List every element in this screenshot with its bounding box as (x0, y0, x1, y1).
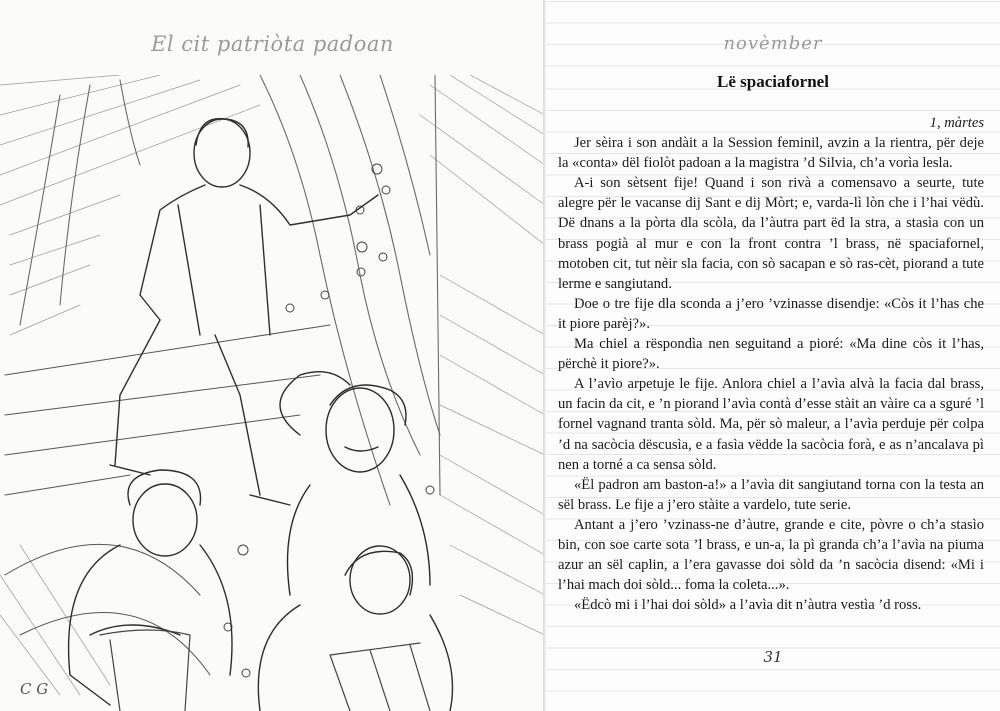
chapter-title: Lë spaciafornel (717, 72, 829, 91)
curtain-folds (20, 75, 440, 505)
pencil-sketch-illustration (0, 75, 545, 711)
paragraph: «Ëdcò mi i l’hai doi sòld» a l’avìa dit n’àutra vestìa ’d ross. (574, 597, 922, 614)
page-number: 31 (763, 648, 783, 666)
paragraph: A-i son sètsent fije! Quand i son rivà a comensavo a seurte, tute alegre për le vacanse dij Sant e dij Mòrt; e, varda-lì lòn che i l’hai vëdù. Dë dnans a la pòrta dla scòla, da l’àutra part ëd la stra, a stasìa con un brass pogià al mur e con la front contra ’l brass, në spaciafornel, motoben cit, tut nèir sla facia, con sò sacapan e sò ras-cèt, piorand a tute lerme e sangiutand. (558, 175, 984, 292)
boy-figure (110, 119, 378, 505)
paragraph: Antant a j’ero ’vzinass-ne d’àutre, grande e cite, pòvre o ch’a stasìo bin, con soe carte sota ’l brass, e un-a, la pì granda ch’a l’avìa na piuma azur an sël caplin, a l’era gavasse doi sòld da ’n sacòcia disend: «Mi i l’hai mach doi sòld... foma la coleta...». (558, 516, 984, 594)
kneeling-man-figure (69, 470, 232, 705)
paragraph: Jer sèira i son andàit a la Session feminil, avzin a la rientra, për deje la «conta» dël fiolòt padoan a la magistra ’d Silvia, ch’a vorìa lesla. (558, 135, 984, 172)
running-header-left: El cit patriòta padoan (151, 32, 394, 56)
stage-steps (5, 325, 330, 675)
artist-signature: C G (20, 680, 49, 698)
right-page (546, 0, 1000, 711)
floating-coins (224, 164, 434, 677)
chair (100, 630, 430, 711)
paragraph: Doe o tre fije dla sconda a j’ero ’vzinasse disendje: «Còs it l’has che it piore parèj?». (558, 295, 984, 332)
paragraph: Ma chiel a rëspondìa nen seguitand a pioré: «Ma dine còs it l’has, përchè it piore?». (558, 336, 984, 373)
background-hatching (0, 75, 545, 695)
paragraph: A l’avìo arpetuje le fije. Anlora chiel a l’avìa alvà la facia dal brass, un facin da cit, e ’n piorand l’avìa contà d’esse stàit an vàire ca a sguré ’l fornel vagnand tranta sòld. Ma, për sò maleur, a l’avìa perduje për colpa ’d na sacòcia dëscusìa, e a fasìa vëdde la sacòcia forà, e as n’ancalava pì nen a torné a ca sensa sòld. (558, 376, 984, 473)
paragraph: «Ël padron am baston-a!» a l’avìa dit sangiutand torna con la testa an sël brass. Le fije a j’ero stàite a vardelo, tute serie. (558, 476, 984, 513)
date-line: 1, màrtes (929, 115, 984, 131)
running-header-right: novèmber (723, 33, 823, 54)
body-text (558, 113, 984, 615)
